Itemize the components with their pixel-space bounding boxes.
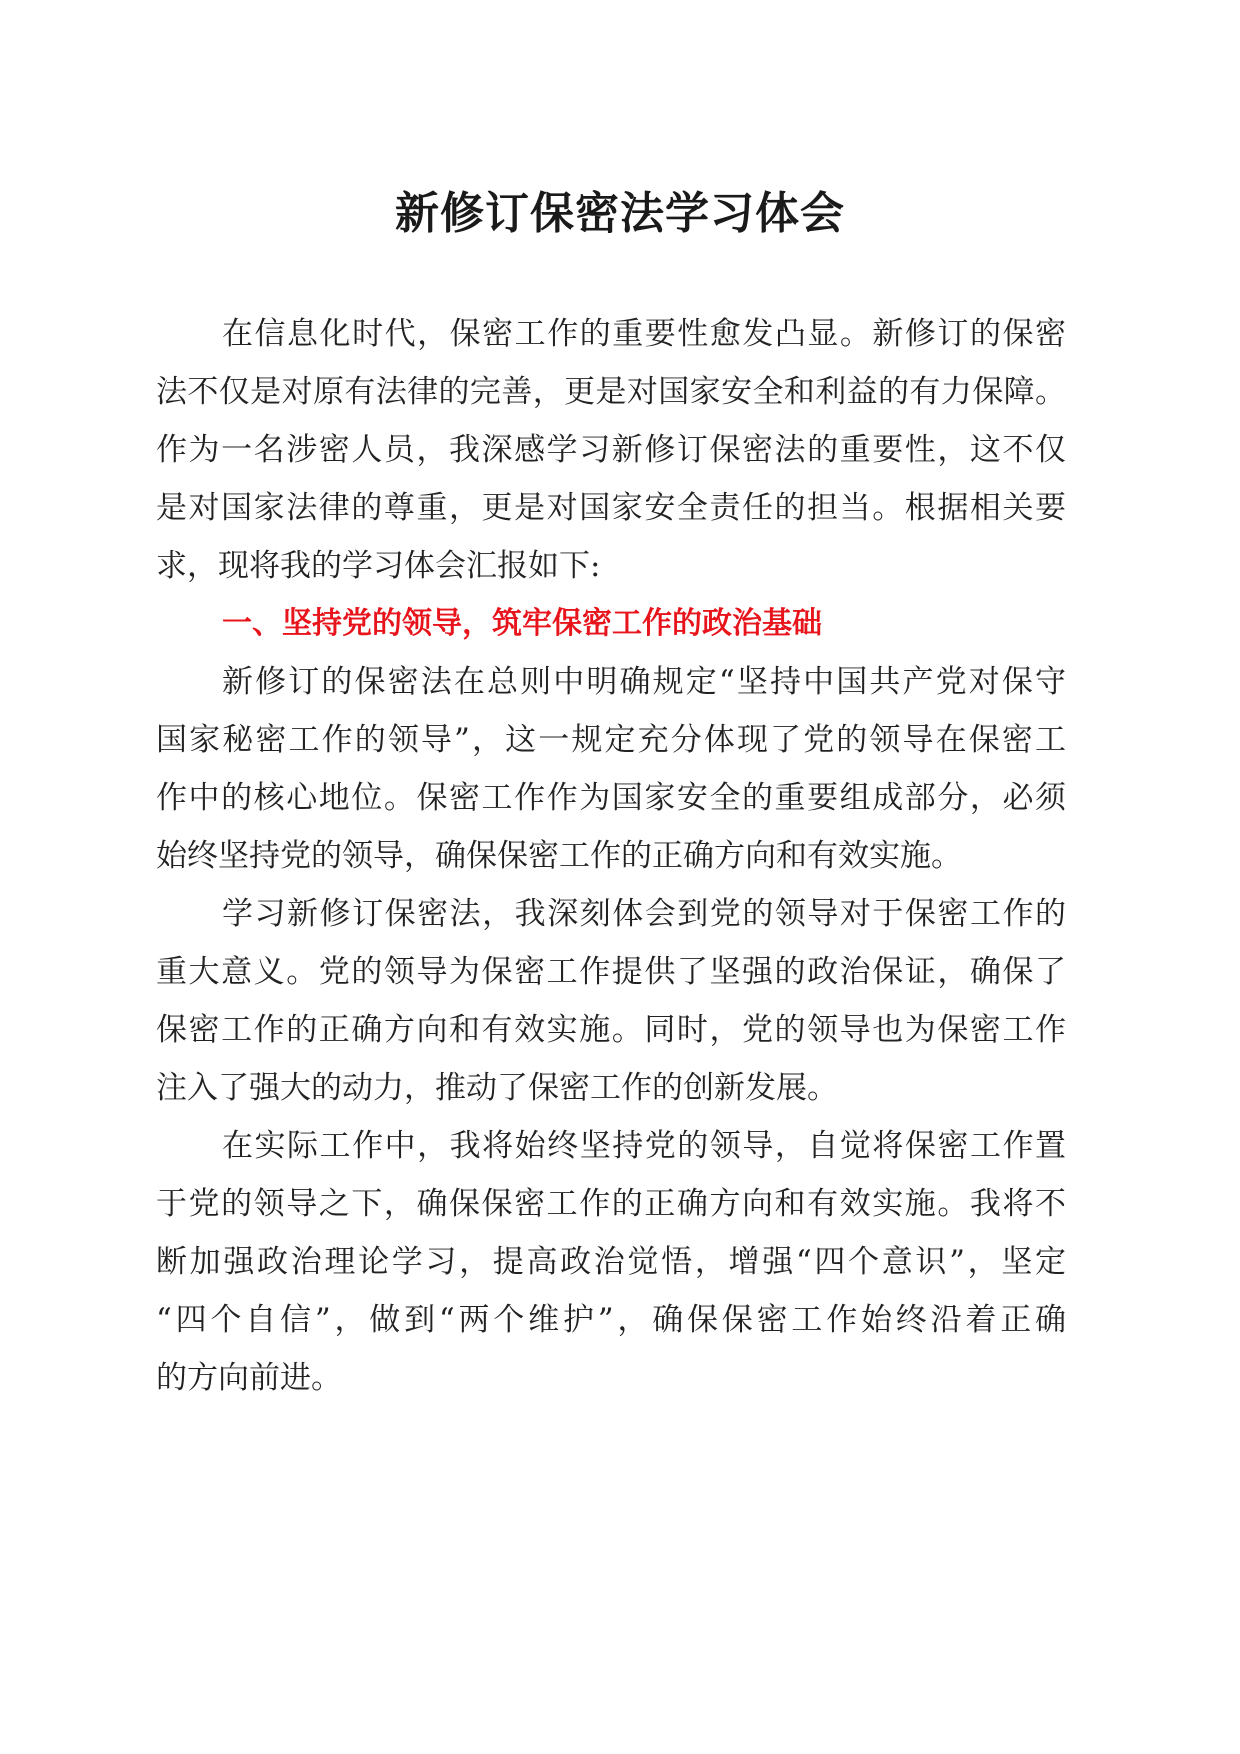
paragraph-2-line-3: 作中的核心地位。保密工作作为国家安全的重要组成部分，必须 [156, 780, 1066, 816]
section-heading-1: 一、坚持党的领导，筑牢保密工作的政治基础 [222, 606, 822, 641]
paragraph-2-line-1: 新修订的保密法在总则中明确规定“坚持中国共产党对保守 [222, 664, 1066, 700]
paragraph-1-line-1: 在信息化时代，保密工作的重要性愈发凸显。新修订的保密 [222, 316, 1066, 352]
paragraph-1-line-4: 是对国家法律的尊重，更是对国家安全责任的担当。根据相关要 [156, 490, 1066, 526]
paragraph-3-line-3: 保密工作的正确方向和有效实施。同时，党的领导也为保密工作 [156, 1012, 1066, 1048]
paragraph-4-line-3: 断加强政治理论学习，提高政治觉悟，增强“四个意识”，坚定 [156, 1244, 1066, 1280]
paragraph-3-line-4: 注入了强大的动力，推动了保密工作的创新发展。 [156, 1070, 838, 1106]
paragraph-3-line-1: 学习新修订保密法，我深刻体会到党的领导对于保密工作的 [222, 896, 1066, 932]
paragraph-3-line-2: 重大意义。党的领导为保密工作提供了坚强的政治保证，确保了 [156, 954, 1066, 990]
paragraph-1-line-5: 求，现将我的学习体会汇报如下: [156, 548, 601, 584]
paragraph-2-line-4: 始终坚持党的领导，确保保密工作的正确方向和有效实施。 [156, 838, 962, 874]
paragraph-4-line-2: 于党的领导之下，确保保密工作的正确方向和有效实施。我将不 [156, 1186, 1066, 1222]
paragraph-4-line-5: 的方向前进。 [156, 1360, 342, 1396]
paragraph-4-line-4: “四个自信”，做到“两个维护”，确保保密工作始终沿着正确 [156, 1302, 1066, 1338]
document-title: 新修订保密法学习体会 [395, 188, 845, 239]
paragraph-1-line-2: 法不仅是对原有法律的完善，更是对国家安全和利益的有力保障。 [156, 374, 1066, 410]
paragraph-1-line-3: 作为一名涉密人员，我深感学习新修订保密法的重要性，这不仅 [156, 432, 1066, 468]
paragraph-2-line-2: 国家秘密工作的领导”，这一规定充分体现了党的领导在保密工 [156, 722, 1066, 758]
paragraph-4-line-1: 在实际工作中，我将始终坚持党的领导，自觉将保密工作置 [222, 1128, 1066, 1164]
